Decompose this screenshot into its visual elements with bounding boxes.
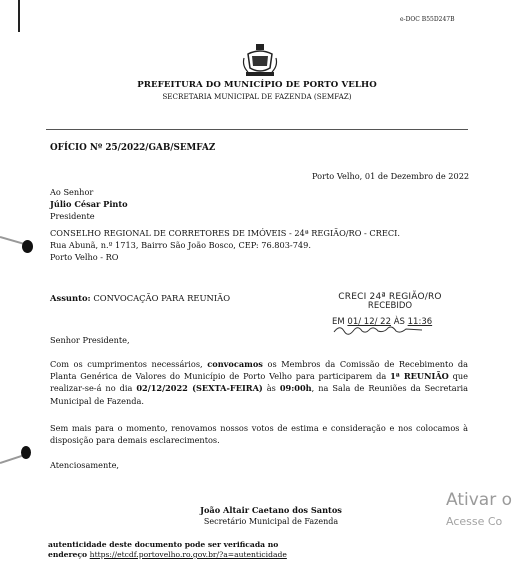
greeting: Senhor Presidente,	[50, 335, 130, 345]
header-subtitle: SECRETARIA MUNICIPAL DE FAZENDA (SEMFAZ)	[162, 92, 352, 101]
oficio-number: OFÍCIO Nº 25/2022/GAB/SEMFAZ	[50, 143, 216, 153]
stamp-received: RECEBIDO	[367, 301, 413, 311]
municipal-emblem-icon	[240, 42, 280, 80]
staple-mark	[0, 455, 23, 464]
stamp-datetime: EM 01/ 12/ 22 ÀS 11:36	[332, 317, 433, 327]
divider	[46, 129, 468, 130]
document-date: Porto Velho, 01 de Dezembro de 2022	[312, 171, 470, 181]
signer-role: Secretário Municipal de Fazenda	[203, 517, 339, 526]
body-paragraph-2: Sem mais para o momento, renovamos nossos votos de estima e consideração e nos colocamos à disposição para demais esclarecimentos.	[50, 423, 468, 446]
punch-hole	[22, 240, 33, 253]
recipient-city: Porto Velho - RO	[50, 252, 119, 262]
margin-rule	[18, 0, 20, 32]
document-id: e-DOC B55D247B	[400, 16, 455, 23]
recipient-address: Rua Abunã, n.º 1713, Bairro São João Bosco, CEP: 76.803-749.	[50, 240, 311, 250]
signer-name: João Altair Caetano dos Santos	[200, 505, 342, 515]
activation-watermark-title: Ativar o	[446, 490, 512, 510]
handwritten-signature	[330, 322, 430, 336]
body-paragraph-1: Com os cumprimentos necessários, convocamos os Membros da Comissão de Recebimento da Planta Genérica de Valores do Município de Porto Velho para participarem da 1ª REUNIÃO que realizar-se-á no dia 02/12/2022 (SEXTA-FEIRA) às 09:00h, na Sala de Reuniões da Secretaria Municipal de Fazenda.	[50, 359, 468, 406]
stamp-date: 01/ 12/ 22	[347, 317, 392, 327]
authenticity-note: autenticidade deste documento pode ser verificada no	[48, 540, 279, 549]
recipient-role: Presidente	[50, 211, 95, 221]
punch-hole	[21, 446, 31, 459]
authenticity-address: endereço https://etcdf.portovelho.ro.gov.br/?a=autenticidade	[48, 550, 287, 559]
authenticity-link[interactable]: https://etcdf.portovelho.ro.gov.br/?a=autenticidade	[89, 550, 287, 559]
recipient-name: Júlio César Pinto	[50, 199, 128, 209]
recipient-org: CONSELHO REGIONAL DE CORRETORES DE IMÓVEIS - 24ª REGIÃO/RO - CRECI.	[50, 228, 400, 238]
activation-watermark-sub: Acesse Co	[446, 515, 503, 528]
header-title: PREFEITURA DO MUNICÍPIO DE PORTO VELHO	[137, 80, 377, 90]
closing: Atenciosamente,	[50, 460, 120, 470]
subject-text: CONVOCAÇÃO PARA REUNIÃO	[93, 293, 231, 303]
stamp-time: 11:36	[407, 317, 433, 327]
stamp-org: CRECI 24ª REGIÃO/RO	[338, 292, 442, 302]
subject-line	[50, 293, 230, 303]
recipient-salutation: Ao Senhor	[50, 187, 94, 197]
subject-label: Assunto:	[50, 293, 91, 303]
